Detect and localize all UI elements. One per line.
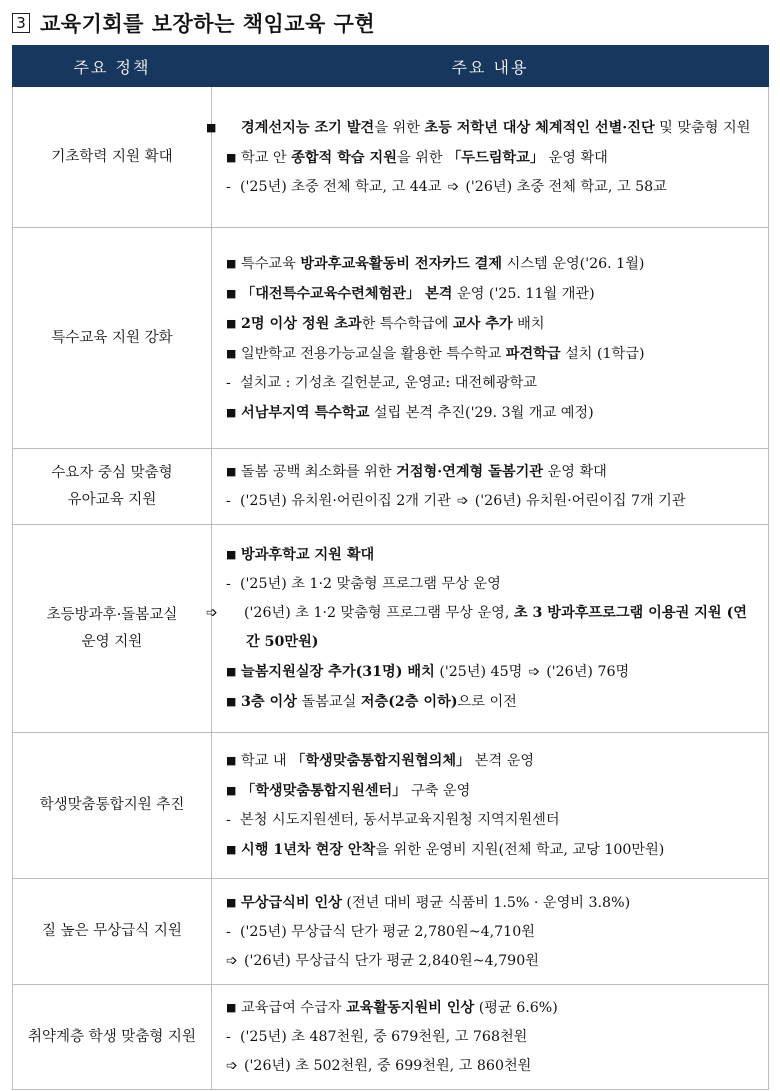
dash-marker: -: [226, 374, 231, 391]
policy-label: 취약계층 학생 맞춤형 지원: [28, 1028, 196, 1045]
policy-label: 운영 지원: [81, 633, 143, 650]
content-line: [206, 113, 758, 143]
text: 본청 시도지원센터, 동서부교육지원청 지역지원센터: [240, 812, 560, 828]
table-row: [13, 449, 769, 525]
bold-text: 파견학급: [505, 345, 561, 362]
content-line: [226, 173, 758, 202]
text: 을 위한 운영비 지원(전체 학교, 교당 100만원): [375, 842, 665, 858]
dash-marker: -: [226, 812, 231, 828]
bullet-square-icon: ■: [226, 256, 237, 270]
dash-marker: -: [226, 923, 231, 940]
bullet-square-icon: ■: [226, 665, 237, 678]
policy-cell: [13, 449, 212, 525]
table-row: [13, 879, 769, 985]
table-header-row: [13, 46, 769, 87]
arrow-right-icon: ➩: [528, 664, 541, 680]
policy-label: 수요자 중심 맞춤형: [51, 464, 173, 481]
text: ('26년) 76명: [546, 664, 630, 680]
policy-label: 학생맞춤통합지원 추진: [39, 797, 185, 813]
content-line: [226, 835, 758, 865]
text: 배치: [512, 315, 545, 332]
text: ('26년) 초 1·2 맞춤형 프로그램 무상 운영,: [244, 605, 514, 621]
content-cell: [212, 733, 769, 879]
section-title: 교육기회를 보장하는 책임교육 구현: [40, 12, 376, 36]
text: 학교 내: [241, 753, 292, 769]
content-cell: [206, 525, 769, 733]
bold-text: 2명 이상 정원 초과: [241, 315, 362, 332]
bold-text: 3층 이상: [241, 694, 297, 710]
content-line: [226, 487, 758, 516]
policy-cell: [13, 228, 212, 449]
bullet-square-icon: ■: [226, 784, 237, 797]
text: ('26년) 유치원·어린이집 7개 기관: [474, 493, 686, 509]
content-cell: [206, 87, 769, 228]
content-line: [226, 143, 758, 173]
bullet-square-icon: ■: [226, 405, 237, 419]
table-row: [13, 733, 769, 879]
bullet-square-icon: ■: [226, 1001, 237, 1014]
content-line: [226, 570, 758, 599]
bullet-square-icon: ■: [226, 465, 237, 478]
text: 교육급여 수급자: [241, 1000, 346, 1016]
text: 돌봄 공백 최소화를 위한: [241, 464, 397, 480]
policy-table: [12, 45, 769, 1090]
table-row: [13, 525, 769, 733]
dash-marker: -: [226, 576, 231, 592]
policy-label: 질 높은 무상급식 지원: [42, 923, 182, 939]
header-content: 주요 내용: [212, 46, 769, 87]
text: (전년 대비 평균 식품비 1.5% · 운영비 3.8%): [341, 894, 631, 911]
text: 본격 운영: [470, 753, 535, 769]
content-line: [226, 540, 758, 570]
policy-cell: [13, 879, 212, 985]
text: (평균 6.6%): [474, 1000, 558, 1016]
text: ('25년) 유치원·어린이집 2개 기관: [240, 493, 451, 509]
text: 특수교육: [241, 255, 301, 272]
content-line: [226, 657, 758, 687]
text: 및 맞춤형 지원: [654, 119, 751, 136]
section-number: 3: [12, 13, 30, 33]
bullet-square-icon: ■: [226, 843, 237, 856]
bullet-square-icon: ■: [226, 286, 237, 300]
bold-text: 무상급식비 인상: [241, 894, 342, 911]
arrow-right-icon: ➩: [226, 952, 238, 969]
bold-text: 저층(2층 이하): [360, 694, 458, 710]
bullet-square-icon: ■: [226, 346, 237, 360]
content-line: [226, 993, 758, 1023]
policy-label: 초등방과후·돌봄교실: [46, 606, 178, 623]
bold-text: 「학생맞춤통합지원센터」: [241, 783, 407, 799]
content-line: [206, 599, 758, 657]
bold-text: 늘봄지원실장 추가(31명) 배치: [241, 664, 435, 680]
policy-cell: [13, 87, 212, 228]
arrow-right-icon: ➩: [226, 1058, 238, 1074]
text: ('26년) 무상급식 단가 평균 2,840원~4,790원: [244, 952, 539, 969]
content-cell: [212, 879, 769, 985]
bullet-square-icon: ■: [226, 548, 237, 561]
text: 운영 ('25. 11월 개관): [452, 285, 595, 302]
bold-text: 경계선지능 조기 발견: [241, 119, 375, 136]
content-line: [226, 918, 758, 947]
content-line: [226, 339, 758, 369]
table-row: [13, 87, 769, 228]
text: ('26년) 초 502천원, 중 699천원, 고 860천원: [244, 1058, 532, 1074]
arrow-right-icon: ➩: [456, 493, 469, 509]
content-line: [226, 888, 758, 918]
table-row: [13, 228, 769, 449]
bullet-square-icon: ■: [226, 754, 237, 767]
text: ('25년) 45명: [434, 664, 523, 680]
bullet-square-icon: ■: [226, 695, 237, 708]
content-line: [226, 279, 758, 309]
bullet-square-icon: ■: [226, 316, 237, 330]
content-line: [226, 776, 758, 806]
text: 운영 확대: [544, 149, 608, 166]
header-policy: 주요 정책: [13, 46, 212, 87]
content-line: [226, 457, 758, 487]
bullet-square-icon: ■: [206, 120, 217, 134]
content-line: [226, 806, 758, 835]
text: ('25년) 초 1·2 맞춤형 프로그램 무상 운영: [240, 576, 501, 592]
text: 을 위한: [396, 149, 448, 166]
policy-label: 기초학력 지원 확대: [51, 148, 173, 165]
bold-text: 거점형·연계형 돌봄기관: [396, 464, 544, 480]
content-line: [226, 369, 758, 398]
text: 설치 (1학급): [560, 345, 645, 362]
dash-marker: -: [226, 1029, 231, 1045]
policy-cell: [13, 525, 212, 733]
policy-cell: [13, 733, 212, 879]
content-line: [226, 1052, 758, 1081]
bold-text: 초등 저학년 대상 체계적인 선별·진단: [424, 119, 655, 136]
text: 운영 확대: [543, 464, 607, 480]
dash-marker: -: [226, 178, 231, 195]
content-line: [226, 947, 758, 976]
content-cell: [212, 449, 769, 525]
bold-text: 교육활동지원비 인상: [345, 1000, 475, 1016]
policy-cell: [13, 985, 212, 1090]
text: ('25년) 초 487천원, 중 679천원, 고 768천원: [240, 1029, 528, 1045]
bold-text: 교사 추가: [452, 315, 513, 332]
table-row: [13, 985, 769, 1090]
bold-text: 「두드림학교」: [447, 149, 545, 166]
bold-text: 방과후학교 지원 확대: [241, 547, 375, 563]
content-line: [226, 249, 758, 279]
bold-text: 서남부지역 특수학교: [241, 404, 370, 421]
text: 설치교 : 기성초 길헌분교, 운영교: 대전혜광학교: [240, 374, 538, 391]
text: ('25년) 무상급식 단가 평균 2,780원~4,710원: [240, 923, 535, 940]
content-line: [226, 687, 758, 717]
arrow-right-icon: ➩: [206, 605, 218, 621]
content-line: [226, 398, 758, 428]
bold-text: 「대전특수교육수련체험관」 본격: [241, 285, 453, 302]
text: ('25년) 초중 전체 학교, 고 44교: [240, 178, 442, 195]
section-heading: [12, 6, 375, 40]
policy-label: 유아교육 지원: [67, 491, 157, 508]
text: 설립 본격 추진('29. 3월 개교 예정): [369, 404, 594, 421]
content-line: [226, 746, 758, 776]
text: 시스템 운영('26. 1월): [502, 255, 645, 272]
policy-label: 특수교육 지원 강화: [51, 329, 173, 346]
text: 을 위한: [374, 119, 425, 136]
content-line: [226, 1023, 758, 1052]
text: 구축 운영: [406, 783, 471, 799]
text: 돌봄교실: [296, 694, 361, 710]
text: 한 특수학급에: [361, 315, 453, 332]
bullet-square-icon: ■: [226, 150, 237, 164]
text: 학교 안: [241, 149, 292, 166]
bold-text: 시행 1년차 현장 안착: [241, 842, 376, 858]
text: ('26년) 초중 전체 학교, 고 58교: [465, 178, 667, 195]
content-line: [226, 309, 758, 339]
bullet-square-icon: ■: [226, 895, 237, 909]
bold-text: 초 3 방과후프로그램 이용권 지원 (연간 50만원): [246, 605, 747, 650]
content-cell: [212, 228, 769, 449]
bold-text: 종합적 학습 지원: [291, 149, 397, 166]
bold-text: 「학생맞춤통합지원협의체」: [291, 753, 471, 769]
bold-text: 방과후교육활동비 전자카드 결제: [300, 255, 503, 272]
arrow-right-icon: ➩: [447, 178, 460, 195]
dash-marker: -: [226, 493, 231, 509]
text: 으로 이전: [457, 694, 517, 710]
content-cell: [212, 985, 769, 1090]
text: 일반학교 전용가능교실을 활용한 특수학교: [241, 345, 506, 362]
